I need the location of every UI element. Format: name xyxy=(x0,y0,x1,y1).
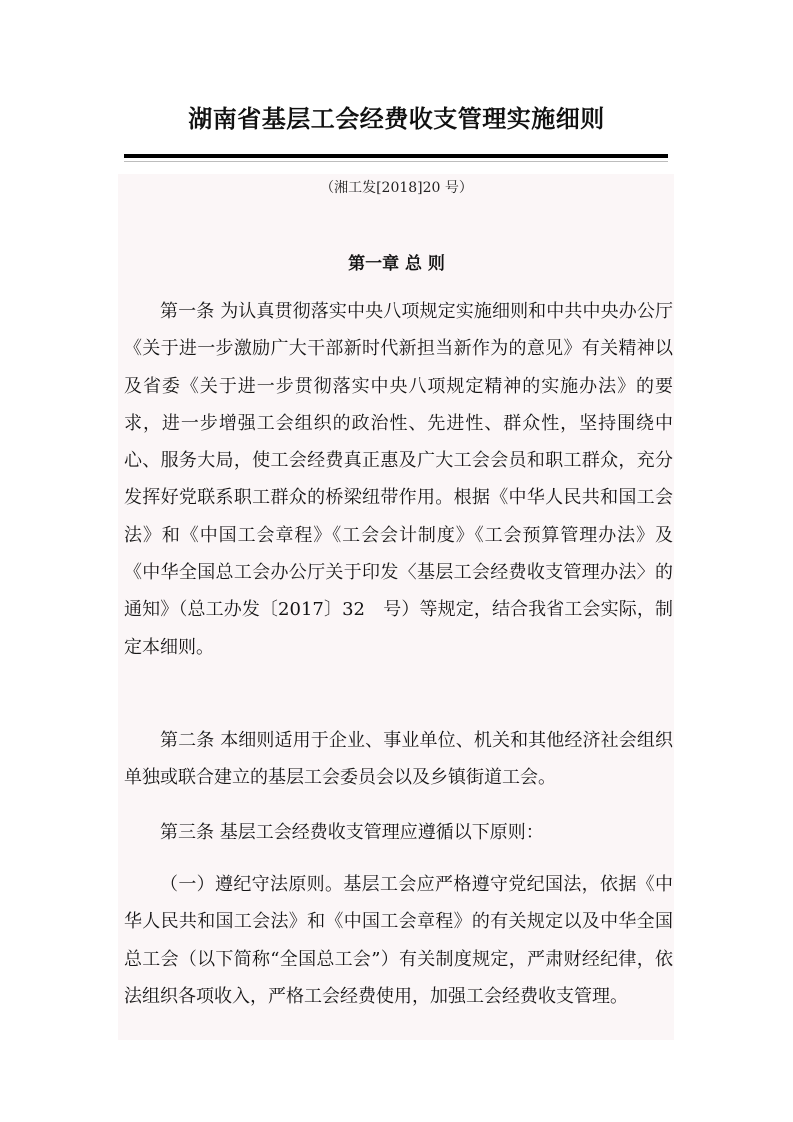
document-title: 湖南省基层工会经费收支管理实施细则 xyxy=(188,105,605,133)
article-paragraph: 第三条 基层工会经费收支管理应遵循以下原则： xyxy=(160,822,544,843)
document-number: （湘工发[2018]20 号） xyxy=(320,180,473,196)
article-paragraph: （一）遵纪守法原则。基层工会应严格遵守党纪国法，依据《中华人民共和国工会法》和《中国工会章程》的有关规定以及中华全国总工会（以下简称“全国总工会”）有关制度规定，严肃财经纪律，依法组织各项收入，严格工会经费使用，加强工会经费收支管理。 xyxy=(124,874,673,1007)
article-paragraph: 第二条 本细则适用于企业、事业单位、机关和其他经济社会组织单独或联合建立的基层工会委员会以及乡镇街道工会。 xyxy=(124,730,673,789)
chapter-heading: 第一章 总 则 xyxy=(348,254,445,274)
title-divider-shadow xyxy=(124,161,668,162)
title-divider xyxy=(124,154,668,158)
article-paragraph: 第一条 为认真贯彻落实中央八项规定实施细则和中共中央办公厅《关于进一步激励广大干部新时代新担当新作为的意见》有关精神以及省委《关于进一步贯彻落实中央八项规定精神的实施办法》的要求，进一步增强工会组织的政治性、先进性、群众性，坚持围绕中心、服务大局，使工会经费真正惠及广大工会会员和职工群众，充分发挥好党联系职工群众的桥梁纽带作用。根据《中华人民共和国工会法》和《中国工会章程》《工会会计制度》《工会预算管理办法》及《中华全国总工会办公厅关于印发〈基层工会经费收支管理办法〉的通知》（总工办发〔2017〕32 号）等规定，结合我省工会实际，制定本细则。 xyxy=(124,301,673,658)
